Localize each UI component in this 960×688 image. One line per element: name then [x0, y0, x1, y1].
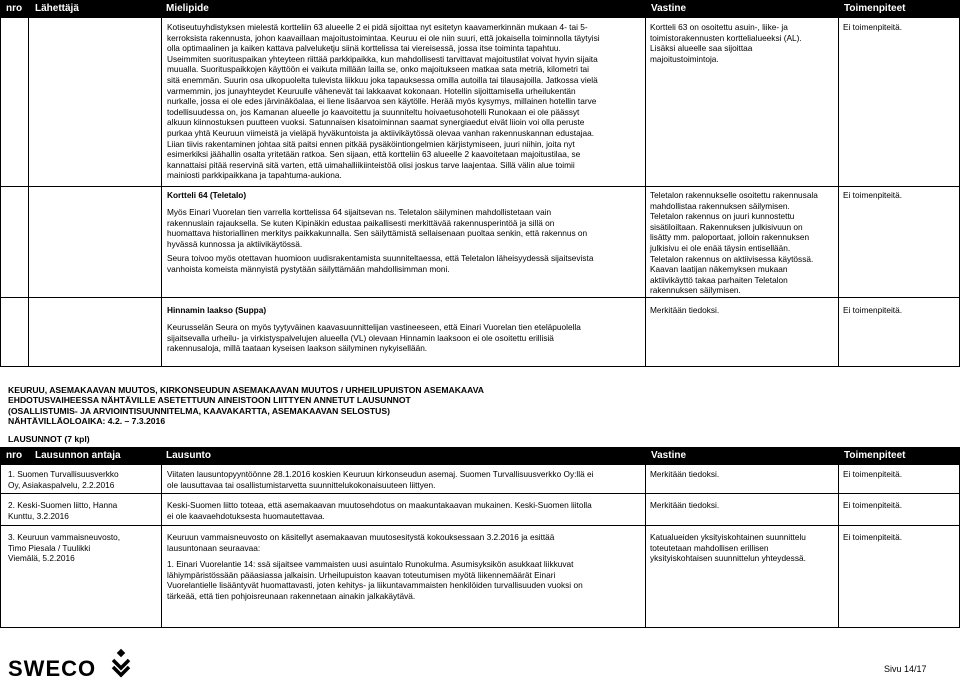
statement-row1: Viitaten lausuntopyyntöönne 28.1.2016 koskien Keuruun kirkonseudun asemaj. Suomen Turvallisuusverkko Oy:llä ei ole lausuttavaa tai osallistumistarvetta suunnittelukokonaisuuteen liittyen.: [167, 469, 594, 490]
giver-row2: 2. Keski-Suomen liitto, Hanna Kunttu, 3.2.2016: [8, 500, 118, 521]
heading-hinnamin-laakso: Hinnamin laakso (Suppa): [167, 305, 267, 315]
sweco-mark-icon: [113, 649, 129, 675]
giver-row1: 1. Suomen Turvallisuusverkko Oy, Asiakaspalvelu, 2.2.2016: [8, 469, 119, 490]
lausunnot-label: LAUSUNNOT (7 kpl): [8, 434, 90, 444]
col-header-actions: Toimenpiteet: [844, 450, 906, 461]
grid-line: [645, 465, 646, 628]
col-header-statement: Lausunto: [166, 450, 211, 461]
response-row3: Merkitään tiedoksi.: [650, 305, 720, 315]
grid-line: [0, 493, 960, 494]
grid-line: [0, 366, 960, 367]
opinion-row2-para2: Seura toivoo myös otettavan huomioon uudisrakentamista suunniteltaessa, että Teletalon läheisyydessä sijaitsevista vanhoista komeista männyistä pystytään säilyttämään mahdollisimman moni.: [167, 253, 594, 274]
response-bottom-row2: Merkitään tiedoksi.: [650, 500, 720, 510]
bottom-table-header: [0, 447, 960, 465]
heading-kortteli-64: Kortteli 64 (Teletalo): [167, 190, 247, 200]
response-row2: Teletalon rakennukselle osoitettu rakennusala mahdollistaa rakennuksen säilymisen. Teletalon rakennus on juuri kunnostettu sisätiloiltaan. Rakennuksen julkisivuun on lisätty mm. paloportaat, jolloin rakennuksen julkisivu ei ole enää täysin entisellään. Teletalon rakennus on aktiivisessa käytössä. Kaavan laatijan näkemyksen mukaan aktiivikäyttö takaa parhaiten Teletalon rakennuksen säilymisen.: [650, 190, 818, 296]
action-bottom-row2: Ei toimenpiteitä.: [843, 500, 903, 510]
sweco-logo-graphic: [8, 646, 133, 680]
response-bottom-row3: Katualueiden yksityiskohtainen suunnittelu toteutetaan mahdollisen erillisen yksityiskohtaisen suunnittelun yhteydessä.: [650, 532, 806, 564]
section-title: KEURUU, ASEMAKAAVAN MUUTOS, KIRKONSEUDUN ASEMAKAAVAN MUUTOS / URHEILUPUISTON ASEMAKAAVA EHDOTUSVAIHEESSA NÄHTÄVILLE ASETETTUUN AINEISTOON LIITTYEN ANNETUT LAUSUNNOT (OSALLISTUMIS- JA ARVIOINTISUUNNITELMA, KAAVAKARTTA, ASEMAKAAVAN SELOSTUS) NÄHTÄVILLÄOLOAIKA: 4.2. – 7.3.2016: [8, 385, 485, 427]
grid-line: [0, 627, 960, 628]
response-bottom-row1: Merkitään tiedoksi.: [650, 469, 720, 479]
col-header-sender: Lähettäjä: [35, 3, 79, 14]
page-number: Sivu 14/17: [884, 664, 927, 674]
grid-line: [0, 525, 960, 526]
response-row1: Kortteli 63 on osoitettu asuin-, liike- ja toimistorakennusten korttelialueeksi (AL). Lisäksi alueelle saa sijoittaa majoitustoimintoja.: [650, 22, 802, 64]
sweco-logo: [8, 646, 133, 685]
action-row2: Ei toimenpiteitä.: [843, 190, 903, 200]
col-header-giver: Lausunnon antaja: [35, 450, 121, 461]
grid-line: [161, 18, 162, 367]
col-header-opinion: Mielipide: [166, 3, 209, 14]
action-bottom-row3: Ei toimenpiteitä.: [843, 532, 903, 542]
grid-line: [838, 465, 839, 628]
opinion-row1: Kotiseutuyhdistyksen mielestä kortteliin 63 alueelle 2 ei pidä sijoittaa nyt esitetyn kaavamerkinnän mukaan 4- tai 5- kerroksista rakennusta, johon kaavaillaan majoitustoimintaa. Keuruu ei ole niin suuri, että jokaisella toiminnolla täytyisi olla optimaalinen ja kaiken kattava palveluketju siinä korttelissa tai viereisessä, jossa itse toiminta tapahtuu. Useimmiten suorituspaikan yhteyteen riittää parkkipaikka, kun mahdollisesti tarvittavat majoitustilat voivat hyvin sijaita muualla. Suorituspaikkojen käyttöön ei vaikuta millään lailla se, onko majoitukseen matkaa sata metriä, kilometri tai sitä enemmän. Suurin osa ulkopuolelta tulevista liikkuu joka tapauksessa omilla autoilla tai tilausajoilla. Jatkossa vielä varmemmin, jos junayhteydet Keuruulle vähenevät tai lakkaavat kokonaan. Hotellin sijoittamisella urheilukentän nurkalle, jossa ei ole edes järvinäköalaa, ei liene lisäarvoa sen käytölle. Herää myös kysymys, millainen hotellin tarve todellisuudessa on, jos Kamanan alueelle jo kaavoitettu ja suunniteltu hoivaetusohotelli Runokaan ei ole päässyt alkuun kiinnostuksen puutteen vuoksi. Satunnaisen kisatoiminnan saamat synergiaedut eivät liioin voi olla peruste purkaa yhtä Keuruun viimeistä ja vieläpä hyväkuntoista ja aktiivikäytössä olevaa vanhan rakennuskannan edustajaa. Liian tiivis rakentaminen johtaa sitä paitsi ennen pitkää pysäköintiongelmien kärjistymiseen, juuri niihin, joita nyt esimerkiksi jäähallin osalta yritetään ratkoa. Sen sijaan, että kortteliin 63 alueelle 2 kaavoitetaan majoitustilaa, se kannattaisi pitää reservinä sitä varten, että uimahalliikiinteistöä olisi joskus tarve laajentaa. Sillä välin alue toimii mainiosti parkkipaikkana ja tapahtuma-aukiona.: [167, 22, 600, 181]
col-header-nro: nro: [6, 3, 23, 14]
col-header-response: Vastine: [651, 450, 687, 461]
opinion-row3: Keurusselän Seura on myös tyytyväinen kaavasuunnittelijan vastineeseen, että Einari Vuorelan tien eteläpuolella sijaitsevalla urheilu- ja virkistyspalvelujen alueella (VL) olevaan Hinnamin laaksoon ei ole osoitettu erillisiä rakennusaloja, millä taataan kyseisen laakson säilyminen nykyisellään.: [167, 322, 581, 354]
col-header-response: Vastine: [651, 3, 687, 14]
statement-row2: Keski-Suomen liitto toteaa, että asemakaavan muutosehdotus on maakuntakaavan mukainen. Keski-Suomen liitolla ei ole kaavaehdotuksesta huomautettavaa.: [167, 500, 592, 521]
grid-line: [0, 297, 960, 298]
grid-line: [838, 18, 839, 367]
col-header-actions: Toimenpiteet: [844, 3, 906, 14]
col-header-nro: nro: [6, 450, 23, 461]
top-table-header: [0, 0, 960, 18]
svg-text:SWECO: SWECO: [8, 656, 97, 680]
grid-line: [645, 18, 646, 367]
grid-line: [0, 465, 1, 628]
grid-line: [28, 18, 29, 367]
opinion-row2-para1: Myös Einari Vuorelan tien varrella korttelissa 64 sijaitsevan ns. Teletalon säilyminen mahdollistetaan vain rakennuslain rajauksella. Se kuten Kipinäkin edustaa paikallisesti merkittävää rakennusperintöä ja sillä on huomattava historiallinen merkitys paikkakunnalla. Sen säilyttämistä sellaisenaan puoltaa senkin, että rakennus on hyvässä kunnossa ja aktiivikäytössä.: [167, 207, 588, 249]
grid-line: [0, 18, 1, 367]
giver-row3: 3. Keuruun vammaisneuvosto, Timo Piesala / Tuulikki Viemälä, 5.2.2016: [8, 532, 121, 564]
action-bottom-row1: Ei toimenpiteitä.: [843, 469, 903, 479]
action-row3: Ei toimenpiteitä.: [843, 305, 903, 315]
grid-line: [161, 465, 162, 628]
statement-row3: Keuruun vammaisneuvosto on käsitellyt asemakaavan muutosesitystä kokouksessaan 3.2.2016 ja esittää lausuntonaan seuraavaa: 1. Einari Vuorelantie 14: ssä sijaitsee vammaisten uusi asuintalo Runokulma. Asumisyksikön asukkaat liikkuvat lähiympäristössään pääasiassa jalkaisin. Urheilupuiston kaavan toteutumisen myötä liikennemäärät Einari Vuorelantielle lisääntyvät huomattavasti, joten kehitys- ja liikuntavammaisten henkilöiden turvallisuuden vuoksi on tärkeää, että tien pohjoisreunaan rakennetaan ainakin jalkakäytävä.: [167, 532, 583, 601]
action-row1: Ei toimenpiteitä.: [843, 22, 903, 32]
grid-line: [0, 186, 960, 187]
